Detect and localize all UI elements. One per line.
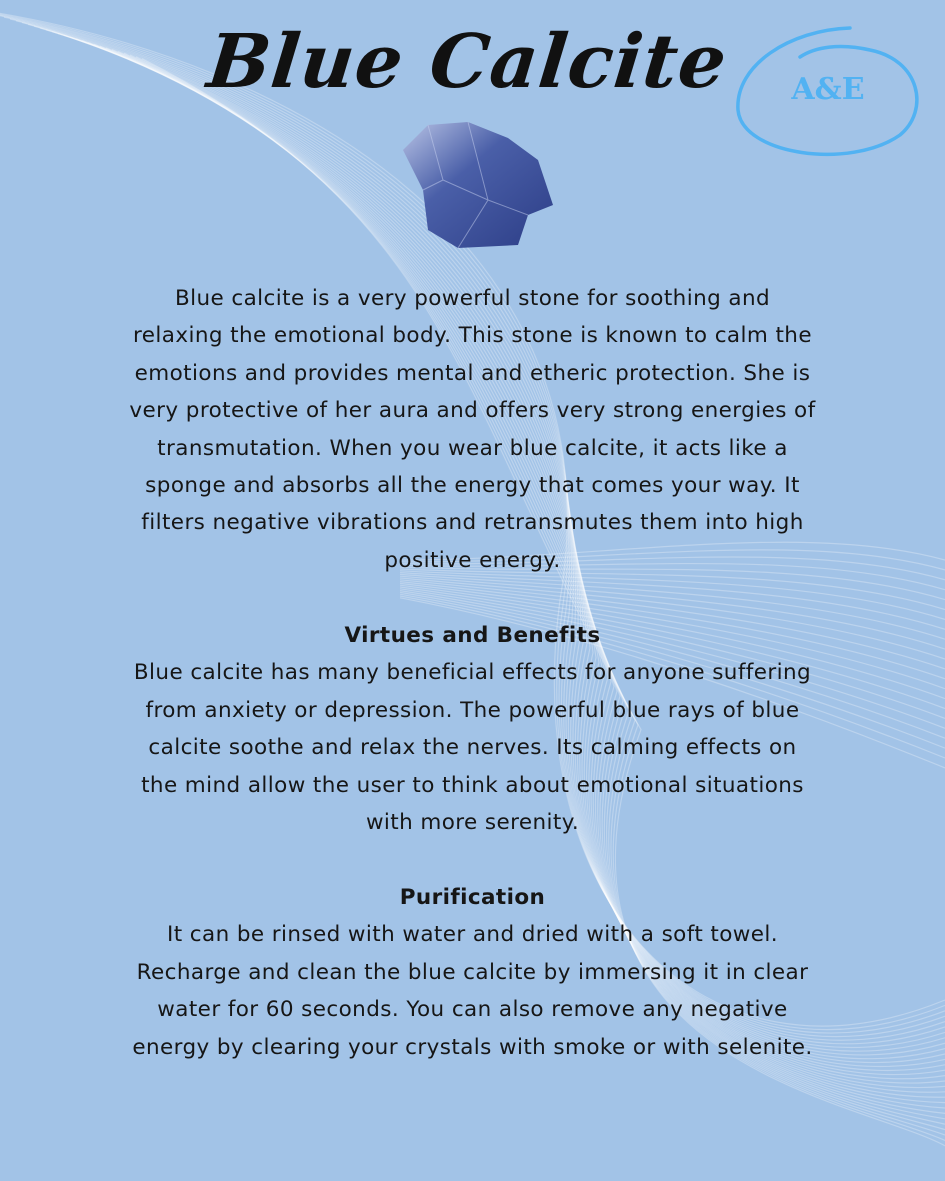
text-line: positive energy. bbox=[384, 547, 561, 573]
text-line: the mind allow the user to think about emotional situations bbox=[141, 772, 804, 798]
text-line: filters negative vibrations and retransmutes them into high bbox=[141, 510, 804, 536]
text-line: water for 60 seconds. You can also remove any negative bbox=[157, 997, 788, 1023]
text-line: Blue calcite has many beneficial effects for anyone suffering bbox=[133, 660, 812, 686]
purification-heading: Purification bbox=[399, 885, 546, 910]
text-line: emotions and provides mental and etheric protection. She is bbox=[134, 360, 811, 386]
purification-section bbox=[0, 879, 945, 1066]
virtues-section bbox=[0, 617, 945, 841]
text-line: It can be rinsed with water and dried with a soft towel. bbox=[167, 922, 778, 948]
virtues-heading: Virtues and Benefits bbox=[344, 623, 601, 648]
text-line: from anxiety or depression. The powerful blue rays of blue bbox=[145, 697, 800, 723]
page-title-text: Blue Calcite bbox=[203, 19, 732, 105]
text-line: very protective of her aura and offers very strong energies of bbox=[129, 398, 816, 424]
text-line: Blue calcite is a very powerful stone for soothing and bbox=[174, 286, 771, 311]
text-line: transmutation. When you wear blue calcite, it acts like a bbox=[157, 435, 788, 461]
text-line: calcite soothe and relax the nerves. Its calming effects on bbox=[148, 735, 797, 761]
intro-paragraph bbox=[0, 280, 945, 579]
blue-calcite-stone-image bbox=[398, 120, 558, 250]
text-line: Recharge and clean the blue calcite by immersing it in clear bbox=[136, 959, 809, 985]
text-line: relaxing the emotional body. This stone is known to calm the bbox=[133, 323, 812, 349]
text-line: with more serenity. bbox=[365, 810, 580, 836]
text-line: sponge and absorbs all the energy that comes your way. It bbox=[145, 473, 800, 499]
logo-text: A&E bbox=[791, 72, 865, 107]
text-line: energy by clearing your crystals with smoke or with selenite. bbox=[132, 1034, 813, 1060]
